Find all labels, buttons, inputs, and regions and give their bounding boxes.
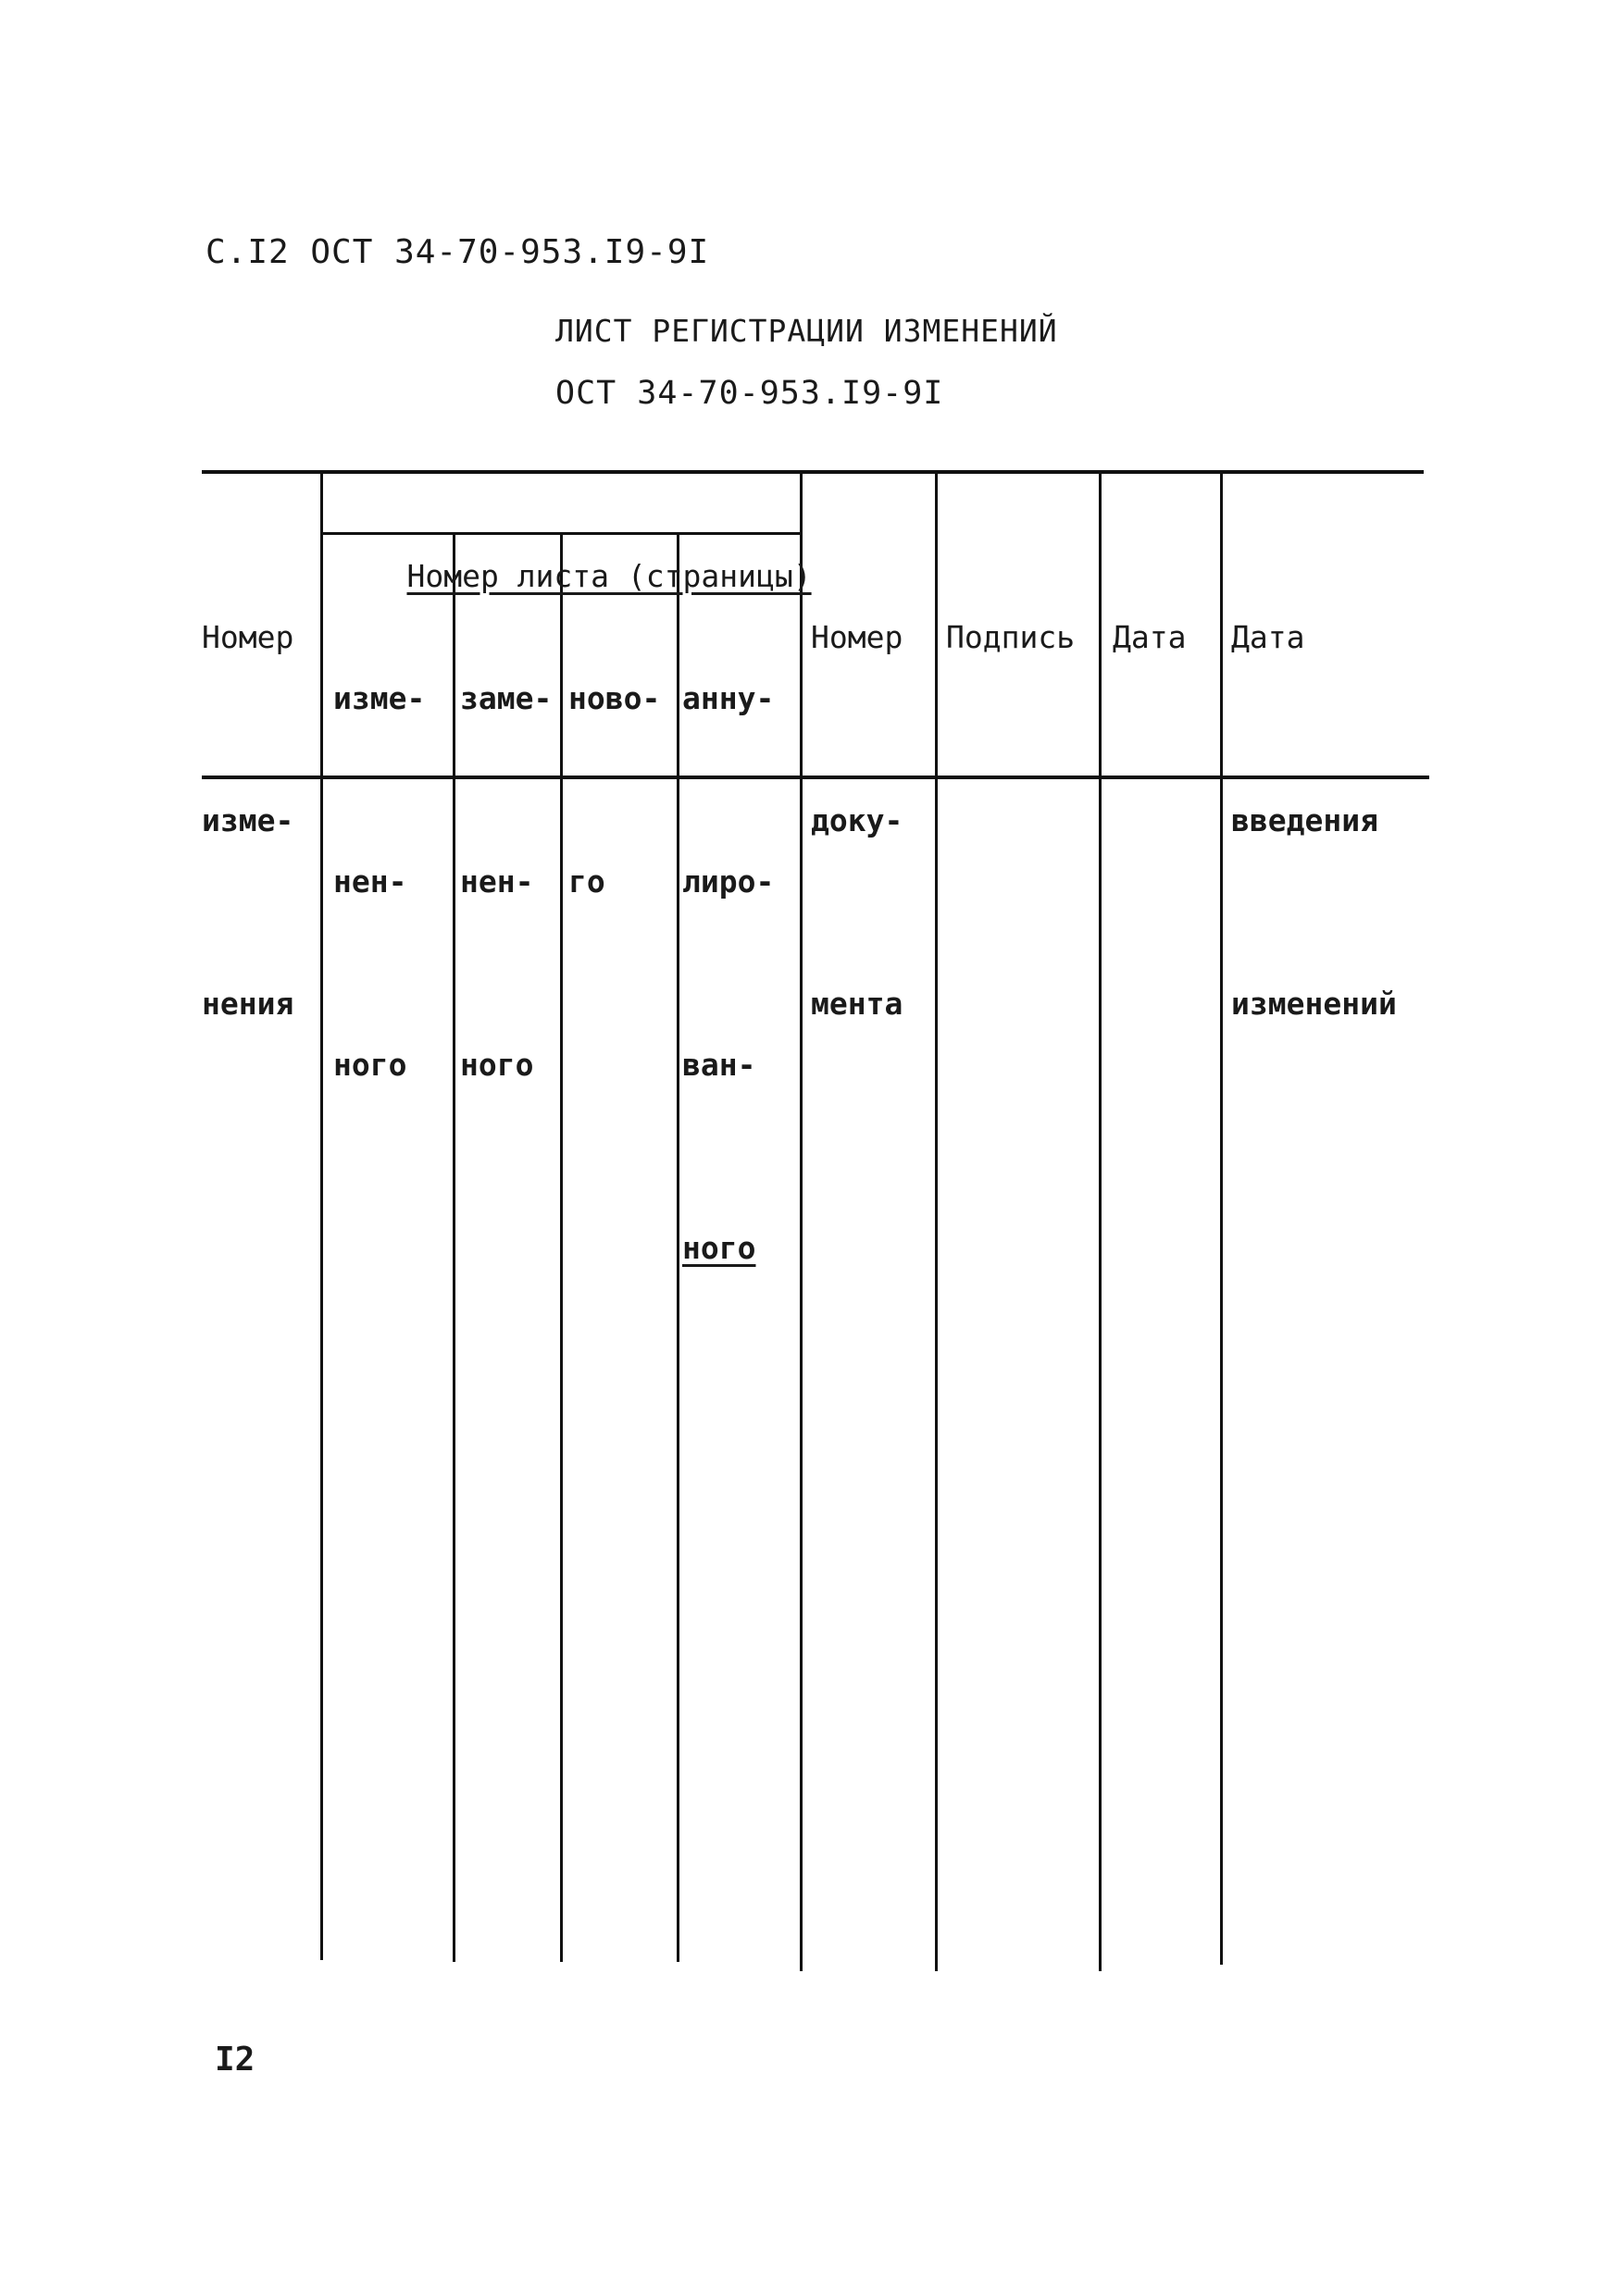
document-subtitle: ОСТ 34-70-953.I9-9I [555,375,944,412]
page-reference: С.I2 ОСТ 34-70-953.I9-9I [205,233,710,271]
col-date: Дата [1113,619,1187,655]
col-replaced-sheet: заме- нен- ного [460,680,553,1083]
column-divider-7 [1099,470,1102,1971]
column-divider-6 [935,470,938,1971]
group-header-label: Номер листа (страницы) [406,558,812,594]
col-change-number: Номер изме- нения [202,619,294,1022]
column-divider-5 [800,470,803,1971]
column-divider-1 [320,470,323,1960]
column-divider-2 [453,532,455,1962]
column-divider-4 [677,532,679,1962]
col-changed-sheet: изме- нен- ного [333,680,426,1083]
col-change-intro-date: Дата введения изменений [1231,619,1397,1022]
col-annulled-sheet: анну- лиро- ван- ного [682,680,775,1266]
col-new-sheet: ново- го [568,680,661,900]
document-title: ЛИСТ РЕГИСТРАЦИИ ИЗМЕНЕНИЙ [555,313,1058,349]
table-top-rule [202,470,1424,474]
col-document-number: Номер доку- мента [811,619,903,1022]
column-divider-3 [560,532,563,1962]
page-number: I2 [215,2041,255,2079]
col-signature: Подпись [946,619,1076,655]
column-divider-8 [1220,470,1223,1965]
